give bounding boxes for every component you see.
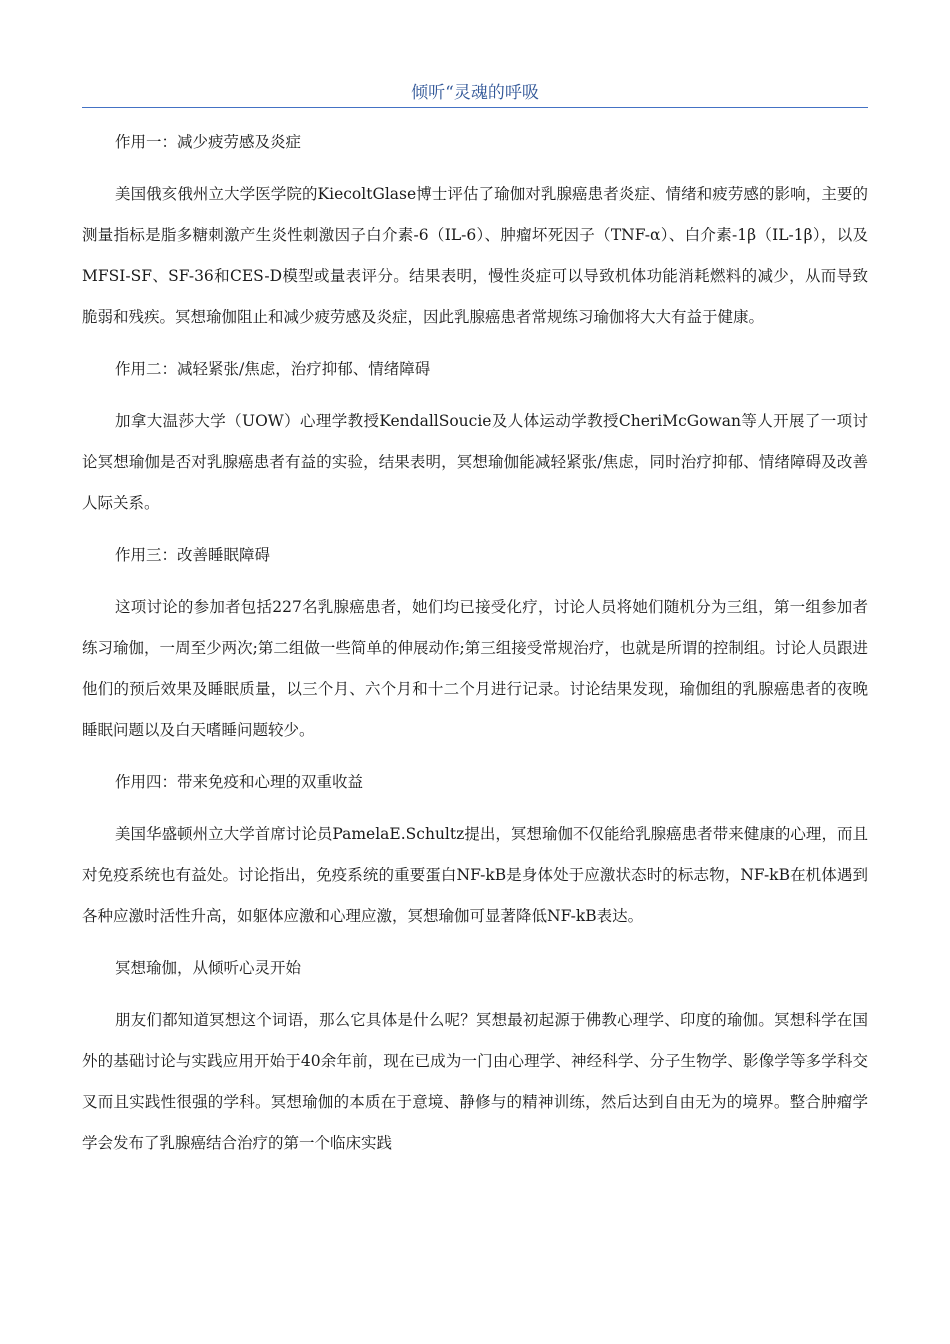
section-paragraph-4: 美国华盛顿州立大学首席讨论员PamelaE.Schultz提出，冥想瑜伽不仅能给乳腺癌患者带来健康的心理，而且对免疫系统也有益处。讨论指出，免疫系统的重要蛋白NF-kB是身体处于应激状态时的标志物，NF-kB在机体遇到各种应激时活性升高，如躯体应激和心理应激，冥想瑜伽可显著降低NF-kB表达。 — [82, 825, 868, 925]
document-body — [82, 122, 868, 1164]
section-heading-5: 冥想瑜伽，从倾听心灵开始 — [115, 959, 302, 977]
section-paragraph-1: 美国俄亥俄州立大学医学院的KiecoltGlase博士评估了瑜伽对乳腺癌患者炎症、情绪和疲劳感的影响，主要的测量指标是脂多糖刺激产生炎性刺激因子白介素-6（IL-6）、肿瘤坏死因子（TNF-α）、白介素-1β（IL-1β），以及MFSI-SF、SF-36和CES-D模型或量表评分。结果表明，慢性炎症可以导致机体功能消耗燃料的减少，从而导致脆弱和残疾。冥想瑜伽阻止和减少疲劳感及炎症，因此乳腺癌患者常规练习瑜伽将大大有益于健康。 — [82, 185, 868, 326]
header-divider — [82, 107, 868, 108]
section-heading-2: 作用二：减轻紧张/焦虑，治疗抑郁、情绪障碍 — [115, 360, 431, 378]
section-paragraph-2: 加拿大温莎大学（UOW）心理学教授KendallSoucie及人体运动学教授CheriMcGowan等人开展了一项讨论冥想瑜伽是否对乳腺癌患者有益的实验，结果表明，冥想瑜伽能减轻紧张/焦虑，同时治疗抑郁、情绪障碍及改善人际关系。 — [82, 412, 868, 512]
section-heading-3: 作用三：改善睡眠障碍 — [115, 546, 271, 564]
page-header-title: 倾听“灵魂的呼吸 — [411, 83, 539, 103]
section-heading-1: 作用一：减少疲劳感及炎症 — [115, 133, 302, 151]
section-paragraph-5: 朋友们都知道冥想这个词语，那么它具体是什么呢？冥想最初起源于佛教心理学、印度的瑜伽。冥想科学在国外的基础讨论与实践应用开始于40余年前，现在已成为一门由心理学、神经科学、分子生物学、影像学等多学科交叉而且实践性很强的学科。冥想瑜伽的本质在于意境、静修与的精神训练，然后达到自由无为的境界。整合肿瘤学学会发布了乳腺癌结合治疗的第一个临床实践 — [82, 1011, 868, 1152]
section-heading-4: 作用四：带来免疫和心理的双重收益 — [115, 773, 364, 791]
section-paragraph-3: 这项讨论的参加者包括227名乳腺癌患者，她们均已接受化疗，讨论人员将她们随机分为三组，第一组参加者练习瑜伽，一周至少两次;第二组做一些简单的伸展动作;第三组接受常规治疗，也就是所谓的控制组。讨论人员跟进他们的预后效果及睡眠质量，以三个月、六个月和十二个月进行记录。讨论结果发现，瑜伽组的乳腺癌患者的夜晚睡眠问题以及白天嗜睡问题较少。 — [82, 598, 868, 739]
